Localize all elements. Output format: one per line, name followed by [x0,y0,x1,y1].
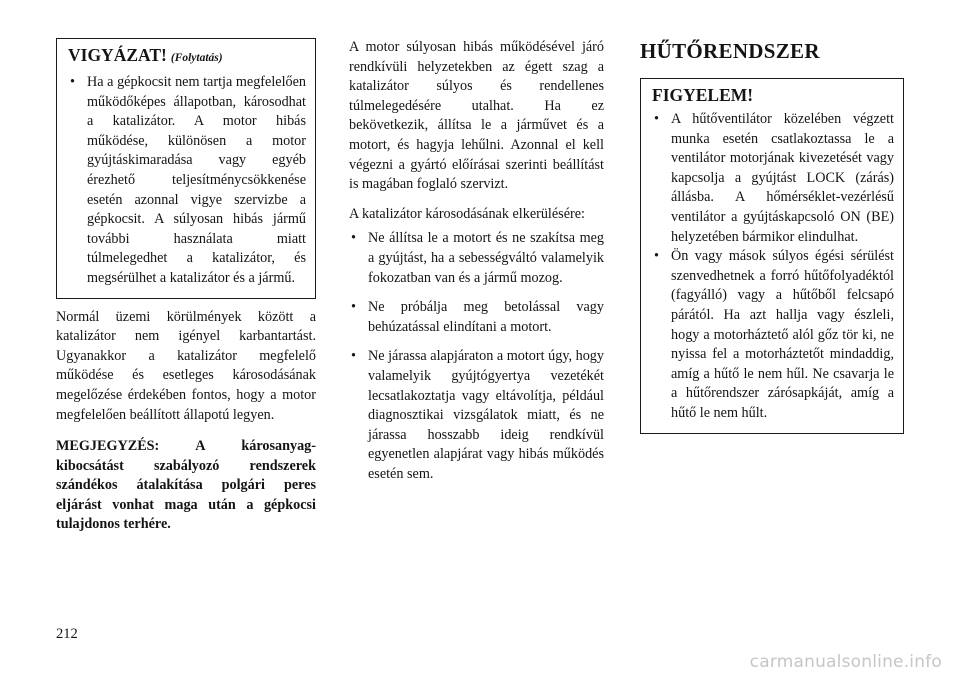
warning-item: • Ha a gépkocsit nem tartja megfelelően működőképes állapotban, károsodhat a katalizátor. A motor hibás működése, különösen a motor gyújtáskimaradása vagy egyéb érezhető teljesítménycsökkenése esetén azonnal vigye szervizbe a gépkocsit. A súlyosan hibás jármű további használata miatt túlmelegedhet a katalizátor, és megsérülhet a katalizátor és a jármű. [68,73,306,289]
watermark: carmanualsonline.info [749,652,942,672]
warning-list [68,73,306,289]
prevention-list [349,229,604,484]
section-title: HŰTŐRENDSZER [640,39,820,63]
caution-item: • Ön vagy mások súlyos égési sérülést szenvedhetnek a forró hűtőfolyadéktól (fagyálló) vagy a hűtőből felcsapó párától. Ha azt hallja vagy észleli, hogy a motorháztető alól gőz tör ki, ne nyissa fel a motorháztetőt mindaddig, amíg a hűtő le nem hűl. Ne csavarja le a hűtőrendszer zárósapkáját, amíg a hűtő le nem hűlt. [652,247,894,423]
warning-continued: (Folytatás) [170,52,223,64]
list-item: • Ne járassa alapjáraton a motort úgy, hogy valamelyik gyújtógyertya vezetékét lecsatlakoztatja vagy eltávolítja, például diagnosztikai vizsgálatok miatt, és ne járassa hosszabb ideig rendkívül egyenetlen alapjárat vagy hibás működés esetén sem. [349,347,604,484]
warning-box [56,38,316,299]
legal-note: MEGJEGYZÉS: A károsanyag-kibocsátást szabályozó rendszerek szándékos átalakítása polgári peres eljárást vonhat maga után a gépkocsi tulajdonos terhére. [56,438,316,533]
list-item: • Ne próbálja meg betolással vagy behúzatással elindítani a motort. [349,298,604,337]
right-column [640,38,904,434]
warning-title: VIGYÁZAT! (Folytatás) [68,45,223,65]
caution-box [640,78,904,434]
caution-title: FIGYELEM! [652,85,754,105]
maintenance-paragraph: Normál üzemi körülmények között a katalizátor nem igényel karbantartást. Ugyanakkor a katalizátor megfelelő működése és esetleges károsodásának megelőzése érdekében fontos, hogy a motor megfelelően beállított állapotú legyen. [56,308,316,423]
page-number: 212 [56,626,78,642]
list-item: • Ne állítsa le a motort és ne szakítsa meg a gyújtást, ha a sebességváltó valamelyik fokozatban van és a jármű mozog. [349,229,604,288]
middle-column [349,38,604,494]
caution-list [652,110,894,424]
overheat-paragraph: A motor súlyosan hibás működésével járó rendkívüli helyzetekben az égett szag a katalizátor súlyos és rendellenes túlmelegedésére utalhat. Ha ez bekövetkezik, állítsa le a járművet és a motort, és hagyja lehűlni. Azonnal el kell végezni a gyártó előírásai szerinti beállítást is magában foglaló szervizt. [349,39,604,193]
caution-item: • A hűtőventilátor közelében végzett munka esetén csatlakoztassa le a ventilátor motorjának kivezetését vagy kapcsolja a gyújtást LOCK (zárás) állásba. A hőmérséklet-vezérlésű ventilátor a gyújtáskapcsoló ON (BE) helyzetében bármikor elindulhat. [652,110,894,247]
prevention-intro: A katalizátor károsodásának elkerülésére: [349,205,585,222]
left-column [56,38,316,535]
